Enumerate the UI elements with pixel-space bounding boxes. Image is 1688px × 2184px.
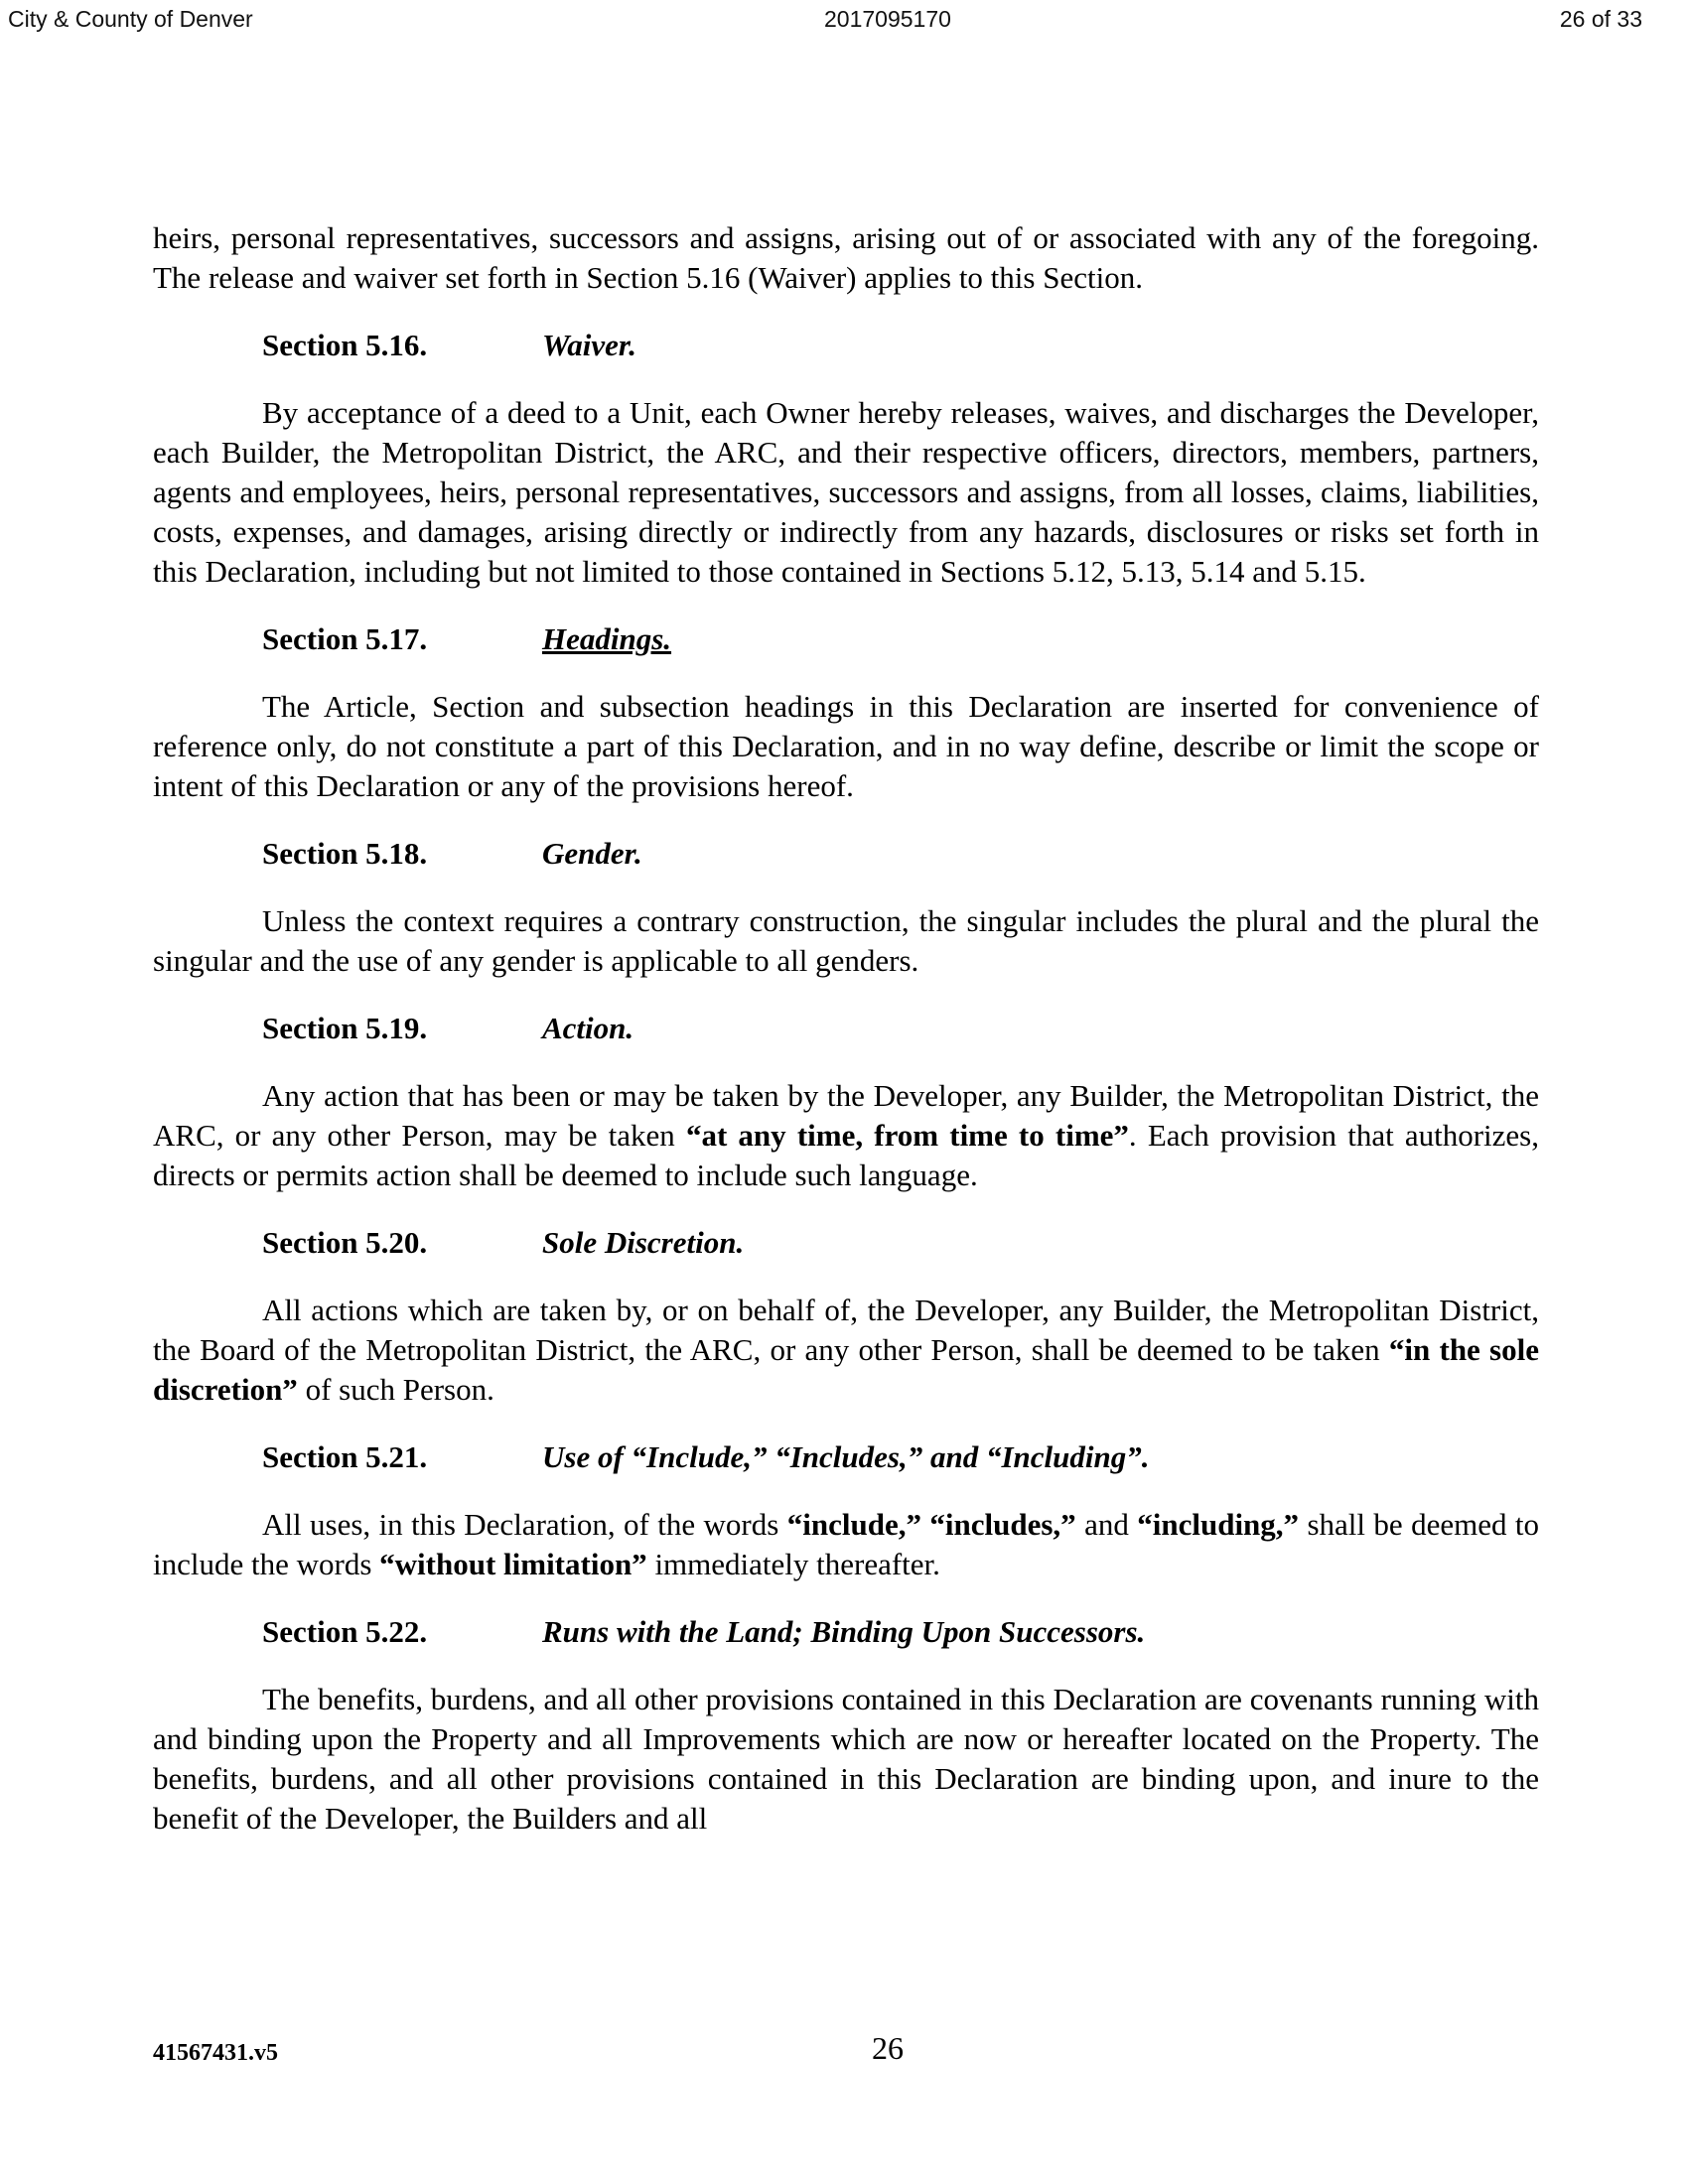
paragraph-5-18: Unless the context requires a contrary construction, the singular includes the plural and the plural the singular and the use of any gender is applicable to all genders. <box>153 903 1539 978</box>
section-heading-5-19 <box>262 1009 1539 1048</box>
section-title: Gender. <box>542 836 642 871</box>
section-heading-5-16 <box>262 326 1539 365</box>
paragraph-continued: heirs, personal representatives, successors and assigns, arising out of or associated with any of the foregoing. The release and waiver set forth in Section 5.16 (Waiver) applies to this Section. <box>153 220 1539 295</box>
bold-phrase: “at any time, from time to time” <box>685 1118 1129 1153</box>
section-heading-5-17 <box>262 619 1539 659</box>
section-heading-5-21 <box>262 1437 1539 1477</box>
page-header <box>0 0 1688 40</box>
section-title: Action. <box>542 1011 634 1045</box>
bold-phrase: “in the sole discretion” <box>153 1332 1539 1407</box>
paragraph-5-20 <box>153 1291 1539 1410</box>
section-number: Section 5.16. <box>262 328 428 362</box>
section-number: Section 5.17. <box>262 621 428 656</box>
bold-phrase: “including,” <box>1137 1507 1300 1542</box>
bold-phrase: “without limitation” <box>379 1547 647 1581</box>
text-run: All uses, in this Declaration, of the words <box>262 1507 787 1542</box>
paragraph-5-19 <box>153 1076 1539 1195</box>
text-run: of such Person. <box>297 1372 494 1407</box>
section-title: Runs with the Land; Binding Upon Successors. <box>542 1614 1146 1649</box>
section-number: Section 5.21. <box>262 1439 428 1474</box>
bold-phrase: “include,” <box>786 1507 921 1542</box>
page-footer <box>0 2030 1688 2080</box>
section-title: Use of “Include,” “Includes,” and “Including”. <box>542 1439 1150 1474</box>
text-run: . Each provision that authorizes, directs or permits action shall be deemed to include such language. <box>153 1118 1539 1192</box>
section-number: Section 5.18. <box>262 836 428 871</box>
header-page-count: 26 of 33 <box>1559 6 1642 32</box>
section-number: Section 5.22. <box>262 1614 428 1649</box>
document-body <box>153 218 1539 1839</box>
bold-phrase: “includes,” <box>929 1507 1076 1542</box>
paragraph-5-17: The Article, Section and subsection headings in this Declaration are inserted for convenience of reference only, do not constitute a part of this Declaration, and in no way define, describe or limit the scope or intent of this Declaration or any of the provisions hereof. <box>153 689 1539 803</box>
paragraph-5-16: By acceptance of a deed to a Unit, each Owner hereby releases, waives, and discharges the Developer, each Builder, the Metropolitan District, the ARC, and their respective officers, directors, members, partners, agents and employees, heirs, personal representatives, successors and assigns, from all losses, claims, liabilities, costs, expenses, and damages, arising directly or indirectly from any hazards, disclosures or risks set forth in this Declaration, including but not limited to those contained in Sections 5.12, 5.13, 5.14 and 5.15. <box>153 395 1539 589</box>
page-number: 26 <box>872 2030 904 2066</box>
section-heading-5-22 <box>262 1612 1539 1652</box>
section-heading-5-20 <box>262 1223 1539 1263</box>
text-run: Any action that has been or may be taken by the Developer, any Builder, the Metropolitan District, the ARC, or any other Person, may be taken <box>153 1078 1539 1153</box>
header-reception-number: 2017095170 <box>824 6 951 32</box>
section-title: Sole Discretion. <box>542 1225 745 1260</box>
section-title: Headings. <box>542 621 672 656</box>
paragraph-5-21 <box>153 1505 1539 1584</box>
section-number: Section 5.19. <box>262 1011 428 1045</box>
text-run: shall be deemed to include the words <box>153 1507 1539 1581</box>
text-run: immediately thereafter. <box>646 1547 940 1581</box>
document-id: 41567431.v5 <box>153 2040 278 2066</box>
section-number: Section 5.20. <box>262 1225 428 1260</box>
section-heading-5-18 <box>262 834 1539 874</box>
text-run: and <box>1075 1507 1138 1542</box>
paragraph-5-22: The benefits, burdens, and all other provisions contained in this Declaration are covenants running with and binding upon the Property and all Improvements which are now or hereafter located on the Property. The benefits, burdens, and all other provisions contained in this Declaration are binding upon, and inure to the benefit of the Developer, the Builders and all <box>153 1682 1539 1836</box>
section-title: Waiver. <box>542 328 636 362</box>
header-county: City & County of Denver <box>8 6 253 32</box>
text-run: All actions which are taken by, or on behalf of, the Developer, any Builder, the Metropolitan District, the Board of the Metropolitan District, the ARC, or any other Person, shall be deemed to be taken <box>153 1293 1539 1367</box>
